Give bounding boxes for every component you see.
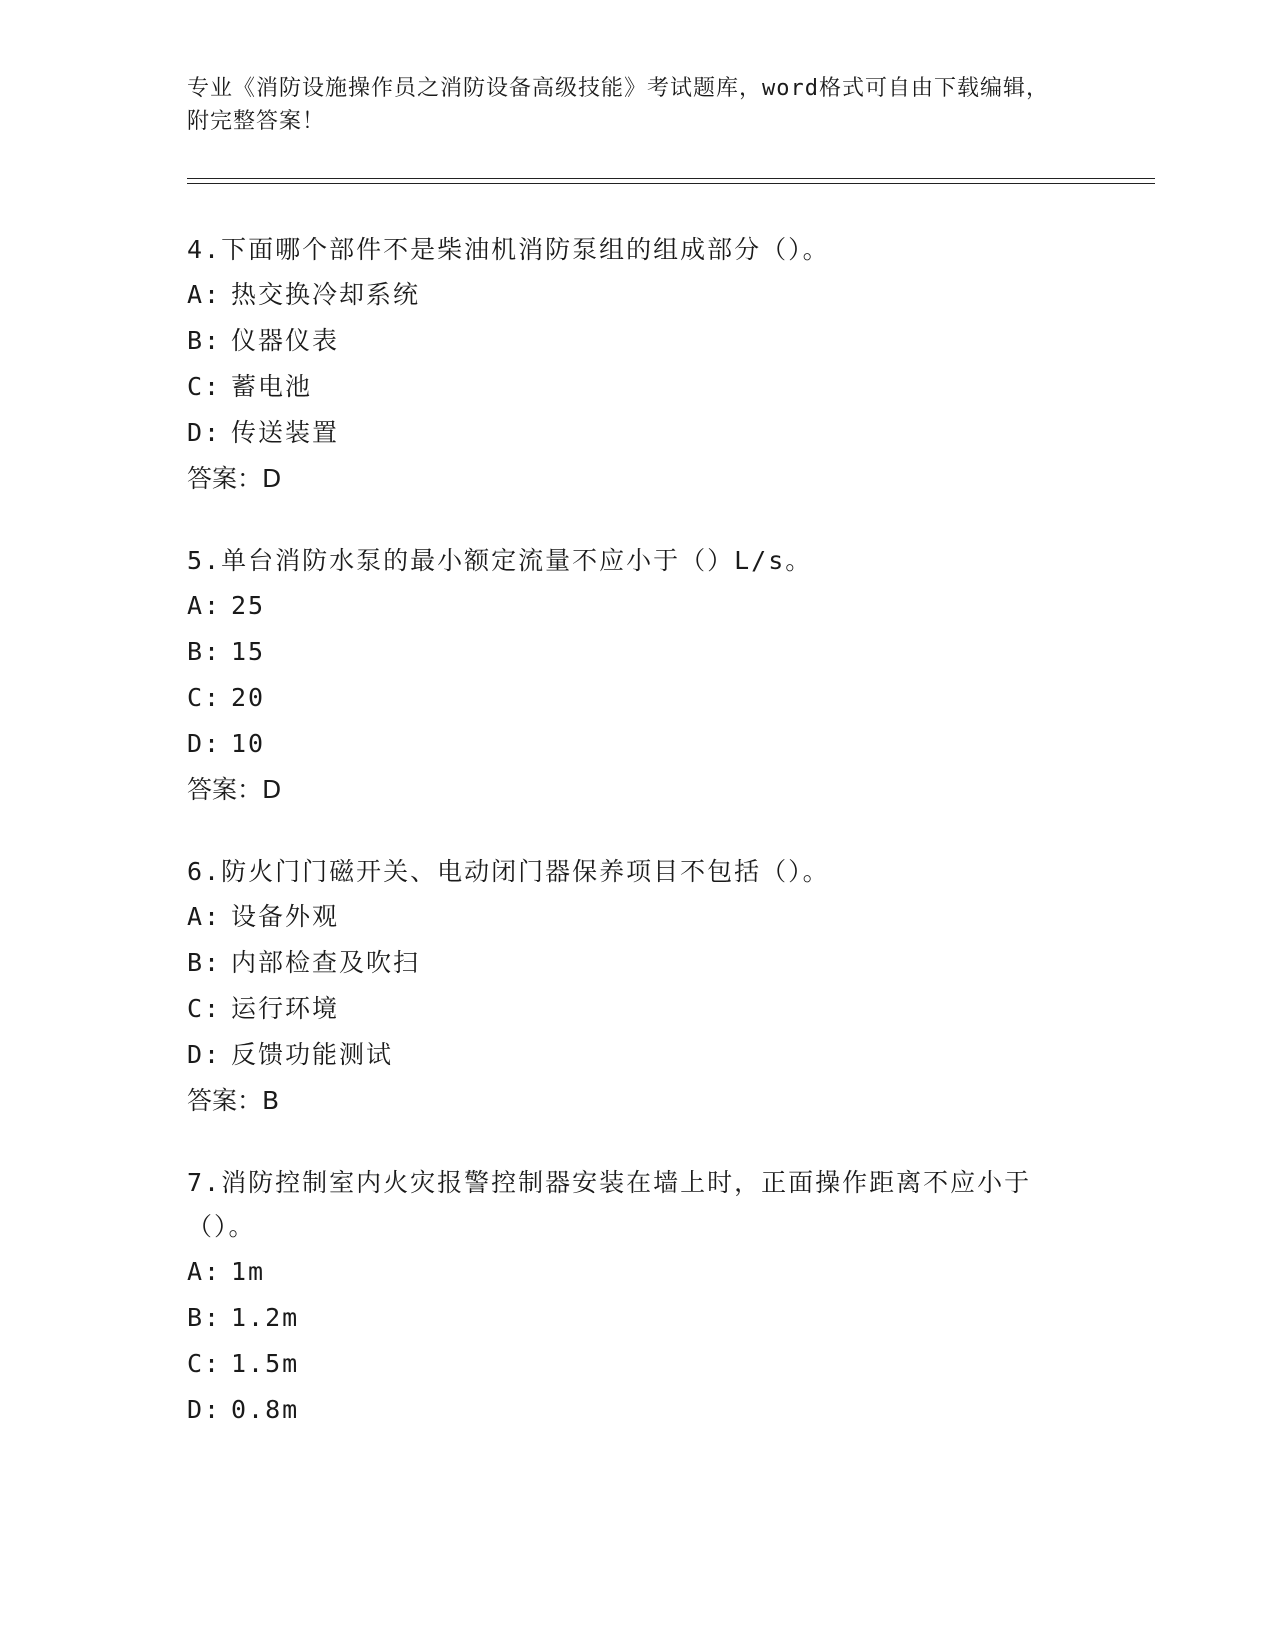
option-letter: C:: [187, 372, 222, 401]
option-text: 蓄电池: [231, 372, 313, 401]
option-text: 内部检查及吹扫: [231, 948, 421, 977]
option-a: [187, 894, 1067, 940]
option-c: [187, 1341, 1067, 1387]
option-a: [187, 272, 1067, 318]
option-b: [187, 1295, 1067, 1341]
option-letter: D:: [187, 729, 222, 758]
question-stem: 6.防火门门磁开关、电动闭门器保养项目不包括（）。: [187, 857, 830, 886]
option-b: [187, 318, 1067, 364]
option-letter: C:: [187, 683, 222, 712]
header-divider-top: [187, 178, 1155, 179]
option-d: [187, 721, 1067, 767]
option-letter: A:: [187, 591, 222, 620]
question-4: [187, 228, 1067, 502]
question-stem: 5.单台消防水泵的最小额定流量不应小于（）L/s。: [187, 546, 813, 575]
option-b: [187, 940, 1067, 986]
option-text: 运行环境: [231, 994, 340, 1023]
option-text: 0.8m: [231, 1395, 300, 1424]
option-text: 1.2m: [231, 1303, 300, 1332]
answer: 答案：D: [187, 464, 282, 493]
option-text: 25: [231, 591, 266, 620]
option-c: [187, 675, 1067, 721]
document-intro: 专业《消防设施操作员之消防设备高级技能》考试题库，word格式可自由下载编辑，附完整答案！: [187, 76, 1049, 134]
option-letter: D:: [187, 418, 222, 447]
option-text: 1m: [231, 1257, 266, 1286]
option-text: 15: [231, 637, 266, 666]
option-b: [187, 629, 1067, 675]
question-7: [187, 1161, 1067, 1433]
option-text: 设备外观: [231, 902, 340, 931]
question-6: [187, 850, 1067, 1124]
option-letter: B:: [187, 948, 222, 977]
option-text: 热交换冷却系统: [231, 280, 421, 309]
question-stem: 7.消防控制室内火灾报警控制器安装在墙上时，正面操作距离不应小于（）。: [187, 1168, 1032, 1241]
option-text: 10: [231, 729, 266, 758]
option-c: [187, 986, 1067, 1032]
option-letter: A:: [187, 1257, 222, 1286]
option-d: [187, 1387, 1067, 1433]
option-a: [187, 1249, 1067, 1295]
option-c: [187, 364, 1067, 410]
option-d: [187, 410, 1067, 456]
answer: 答案：D: [187, 775, 282, 804]
answer: 答案：B: [187, 1086, 280, 1115]
option-letter: B:: [187, 326, 222, 355]
option-letter: D:: [187, 1395, 222, 1424]
option-letter: C:: [187, 1349, 222, 1378]
option-letter: A:: [187, 902, 222, 931]
question-5: [187, 539, 1067, 813]
option-d: [187, 1032, 1067, 1078]
option-a: [187, 583, 1067, 629]
option-text: 1.5m: [231, 1349, 300, 1378]
option-letter: A:: [187, 280, 222, 309]
option-letter: D:: [187, 1040, 222, 1069]
option-letter: B:: [187, 1303, 222, 1332]
option-letter: B:: [187, 637, 222, 666]
header-divider-bottom: [187, 183, 1155, 184]
option-text: 20: [231, 683, 266, 712]
option-text: 仪器仪表: [231, 326, 340, 355]
option-letter: C:: [187, 994, 222, 1023]
option-text: 传送装置: [231, 418, 340, 447]
option-text: 反馈功能测试: [231, 1040, 394, 1069]
question-stem: 4.下面哪个部件不是柴油机消防泵组的组成部分（）。: [187, 235, 830, 264]
